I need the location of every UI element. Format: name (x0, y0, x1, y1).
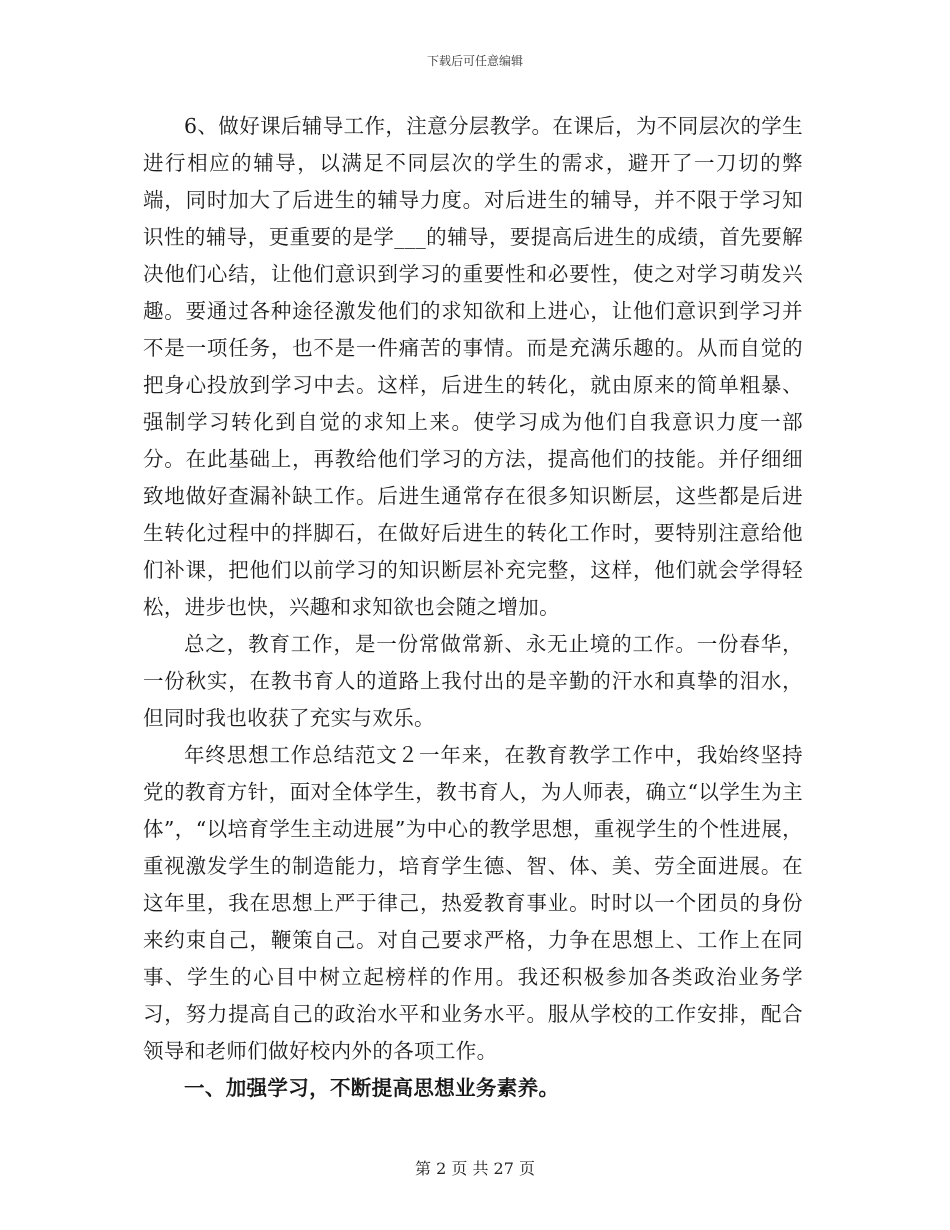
document-body (143, 108, 803, 1107)
paragraph-summary: 总之，教育工作，是一份常做常新、永无止境的工作。一份春华，一份秋实，在教书育人的道路上我付出的是辛勤的汗水和真挚的泪水，但同时我也收获了充实与欢乐。 (143, 632, 803, 730)
page-header: 下载后可任意编辑 (426, 54, 523, 68)
section-heading: 一、加强学习，不断提高思想业务素养。 (184, 1076, 560, 1100)
paragraph-tutoring: 6、做好课后辅导工作，注意分层教学。在课后，为不同层次的学生进行相应的辅导，以满足不同层次的学生的需求，避开了一刀切的弊端，同时加大了后进生的辅导力度。对后进生的辅导，并不限于学习知识性的辅导，更重要的是学___的辅导，要提高后进生的成绩，首先要解决他们心结，让他们意识到学习的重要性和必要性，使之对学习萌发兴趣。要通过各种途径激发他们的求知欲和上进心，让他们意识到学习并不是一项任务，也不是一件痛苦的事情。而是充满乐趣的。从而自觉的把身心投放到学习中去。这样，后进生的转化，就由原来的简单粗暴、强制学习转化到自觉的求知上来。使学习成为他们自我意识力度一部分。在此基础上，再教给他们学习的方法，提高他们的技能。并仔细细致地做好查漏补缺工作。后进生通常存在很多知识断层，这些都是后进生转化过程中的拌脚石，在做好后进生的转化工作时，要特别注意给他们补课，把他们以前学习的知识断层补充完整，这样，他们就会学得轻松，进步也快，兴趣和求知欲也会随之增加。 (143, 114, 803, 619)
page-number: 第 2 页 共 27 页 (415, 1159, 535, 1178)
paragraph-year-end-report: 年终思想工作总结范文２一年来，在教育教学工作中，我始终坚持党的教育方针，面对全体学生，教书育人，为人师表，确立“以学生为主体”，“以培育学生主动进展”为中心的教学思想，重视学生的个性进展，重视激发学生的制造能力，培育学生德、智、体、美、劳全面进展。在这年里，我在思想上严于律己，热爱教育事业。时时以一个团员的身份来约束自己，鞭策自己。对自己要求严格，力争在思想上、工作上在同事、学生的心目中树立起榜样的作用。我还积极参加各类政治业务学习，努力提高自己的政治水平和业务水平。服从学校的工作安排，配合领导和老师们做好校内外的各项工作。 (143, 743, 803, 1063)
